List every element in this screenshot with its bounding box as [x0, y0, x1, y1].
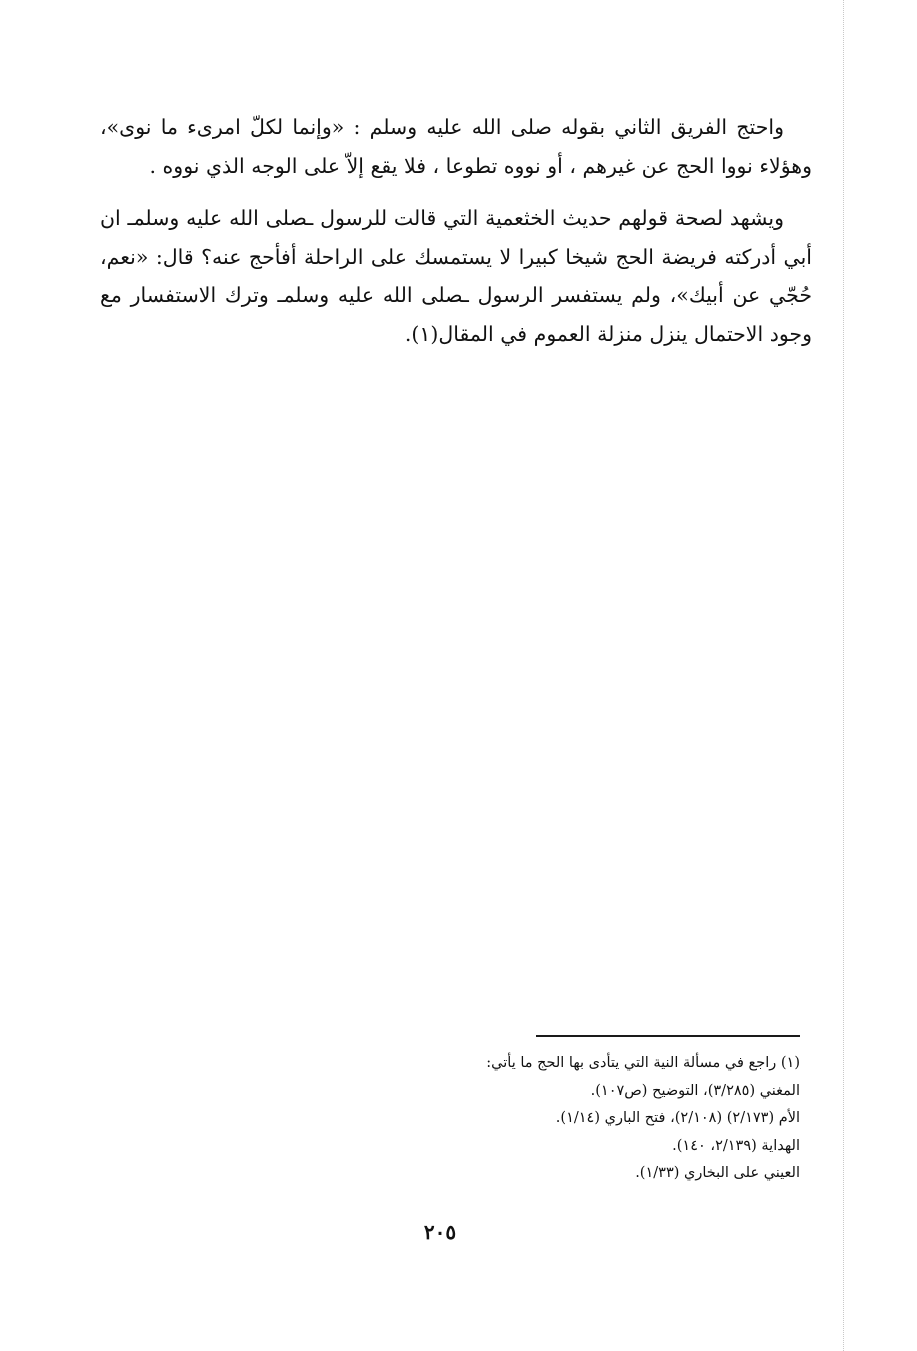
- page-edge-line: [843, 0, 844, 1351]
- footnote-line: الأم (٢/١٧٣) (٢/١٠٨)، فتح الباري (١/١٤).: [555, 1110, 800, 1126]
- paragraph: ويشهد لصحة قولهم حديث الخثعمية التي قالت للرسول ـصلى الله عليه وسلمـ ان أبي أدركته فريضة الحج شيخا كبيرا لا يستمسك على الراحلة أفأحج عنه؟ قال: «نعم، حُجّي عن أبيك»، ولم يستفسر الرسول ـصلى الله عليه وسلمـ وترك الاستفسار مع وجود الاحتمال ينزل منزلة العموم في المقال(١).: [100, 206, 812, 346]
- main-text: [100, 108, 812, 367]
- footnote-line: المغني (٣/٢٨٥)، التوضيح (ص١٠٧).: [590, 1082, 800, 1099]
- footnotes: [380, 1050, 800, 1188]
- paragraph: واحتج الفريق الثاني بقوله صلى الله عليه وسلم : «وإنما لكلّ امرىء ما نوى»، وهؤلاء نووا الحج عن غيرهم ، أو نووه تطوعا ، فلا يقع إلاّ على الوجه الذي نووه .: [100, 115, 812, 178]
- footnote-line: العيني على البخاري (١/٣٣).: [635, 1165, 800, 1181]
- page-number: ٢٠٥: [423, 1220, 457, 1244]
- footnote-line: الهداية (٢/١٣٩، ١٤٠).: [672, 1137, 800, 1154]
- footnote-line: (١) راجع في مسألة النية التي يتأدى بها الحج ما يأتي:: [486, 1055, 800, 1071]
- footnote-separator: [536, 1035, 800, 1037]
